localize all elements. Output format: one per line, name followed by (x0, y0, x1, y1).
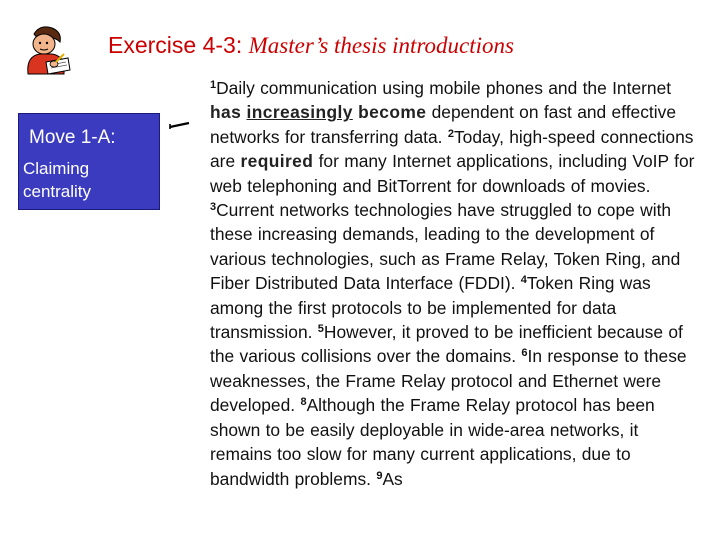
sentence-number: 9 (376, 469, 383, 482)
sentence-1-end: dependent on fast and effective networks for transferring data. (210, 102, 676, 147)
sentence-6: In response to these weaknesses, the Frame Relay protocol and Ethernet were developed. (210, 346, 687, 416)
sentence-number: 2 (447, 127, 454, 140)
move-subtitle-line-1: Claiming (23, 159, 90, 178)
sentence-8: Although the Frame Relay protocol has been shown to be easily deployable in wide-area networks, it remains too slow for many current applications, due to bandwidth problems. (210, 395, 655, 489)
thesis-introduction-text (210, 76, 696, 491)
emphasized-word: required (240, 151, 314, 172)
emphasized-word: has (210, 102, 242, 123)
sentence-number: 4 (520, 274, 527, 287)
sentence-number: 5 (317, 323, 324, 336)
title-topic: Master’s thesis introductions (248, 33, 514, 58)
sentence-4: Token Ring was among the first protocols to be implemented for data transmission. (210, 273, 651, 343)
sentence-2-end: for many Internet applications, including VoIP for web telephoning and BitTorrent for downloads of movies. (210, 151, 695, 196)
dash-connector-icon (169, 120, 191, 130)
sentence-3: Current networks technologies have struggled to cope with these increasing demands, leading to the development of various technologies, such as Frame Relay, Token Ring, and Fiber Distributed Data Interface (FDDI). (210, 200, 681, 294)
move-title: Move 1-A: (29, 127, 116, 148)
sentence-9: As (382, 468, 403, 489)
sentence-2: Today, high-speed connections are (210, 126, 694, 172)
sentence-1: Daily communication using mobile phones and the Internet (216, 78, 672, 98)
move-subtitle (23, 157, 91, 203)
sentence-number: 6 (521, 347, 528, 360)
slide-title (108, 32, 514, 59)
emphasized-word-underlined: increasingly (246, 102, 353, 123)
title-exercise-number: Exercise 4-3: (108, 32, 243, 58)
emphasized-word: become (358, 102, 427, 123)
sentence-number: 3 (210, 201, 217, 214)
sentence-5: However, it proved to be inefficient because of the various collisions over the domains. (210, 322, 683, 367)
move-label-box (18, 113, 160, 210)
sentence-number: 8 (300, 396, 307, 409)
move-subtitle-line-2: centrality (23, 182, 92, 201)
sentence-number: 1 (210, 79, 217, 91)
student-writing-icon (20, 24, 72, 78)
